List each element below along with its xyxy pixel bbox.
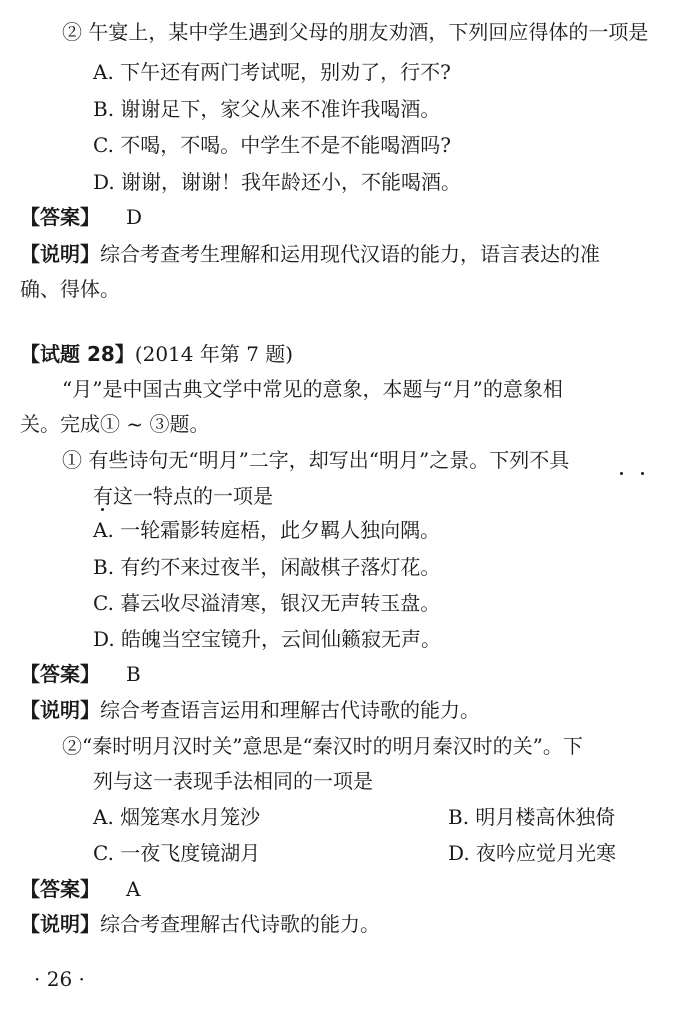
q28-sub2-stem-line2: 列与这一表现手法相同的一项是 <box>93 769 373 793</box>
q28-sub2-option-a: A. 烟笼寒水月笼沙 <box>93 805 261 829</box>
explain-text: 综合考查语言运用和理解古代诗歌的能力。 <box>100 698 480 722</box>
q28-sub2-option-b: B. 明月楼高休独倚 <box>448 805 616 829</box>
q27-explain-line2: 确、得体。 <box>20 277 120 301</box>
q27-option-d: D. 谢谢，谢谢！我年龄还小，不能喝酒。 <box>93 170 462 194</box>
answer-value: A <box>126 877 141 901</box>
q28-sub1-stem-line1: ① 有些诗句无“明月”二字，却写出“明月”之景。下列不具 <box>62 448 570 472</box>
q28-sub1-option-c: C. 暮云收尽溢清寒，银汉无声转玉盘。 <box>93 591 441 615</box>
q27-option-a: A. 下午还有两门考试呢，别劝了，行不? <box>93 60 451 84</box>
q28-sub1-stem-line2: 有这一特点的一项是 <box>93 484 273 508</box>
q28-sub1-answer-row <box>20 660 141 688</box>
q28-sub1-option-d: D. 皓魄当空宝镜升，云间仙籁寂无声。 <box>93 627 442 651</box>
q28-sub2-option-d: D. 夜吟应觉月光寒 <box>448 841 617 865</box>
q28-sub2-stem-line1: ②“秦时明月汉时关”意思是“秦汉时的明月秦汉时的关”。下 <box>62 734 583 758</box>
answer-label: 【答案】 <box>20 877 100 901</box>
emphasis-dot <box>620 472 623 475</box>
q28-sub1-option-a: A. 一轮霜影转庭梧，此夕羁人独向隅。 <box>93 518 441 542</box>
q28-sub1-explain-row <box>20 696 480 724</box>
q28-intro-line1: “月”是中国古典文学中常见的意象，本题与“月”的意象相 <box>62 377 563 401</box>
q27-stem: ② 午宴上，某中学生遇到父母的朋友劝酒，下列回应得体的一项是 <box>62 20 649 44</box>
q28-sub2-explain-row <box>20 910 380 938</box>
q28-sub2-options-row2 <box>93 839 653 867</box>
answer-label: 【答案】 <box>20 662 100 686</box>
answer-label: 【答案】 <box>20 205 100 229</box>
q27-answer-row <box>20 203 142 231</box>
explain-text: 综合考查理解古代诗歌的能力。 <box>100 912 380 936</box>
explain-label: 【说明】 <box>20 242 100 266</box>
explain-text: 综合考查考生理解和运用现代汉语的能力，语言表达的准 <box>100 242 600 266</box>
explain-label: 【说明】 <box>20 912 100 936</box>
q28-title <box>20 340 293 368</box>
q28-sub2-option-c: C. 一夜飞度镜湖月 <box>93 841 261 865</box>
q28-title-label: 【试题 28】 <box>20 342 135 366</box>
q27-option-b: B. 谢谢足下，家父从来不准许我喝酒。 <box>93 97 441 121</box>
q28-sub1-option-b: B. 有约不来过夜半，闲敲棋子落灯花。 <box>93 555 441 579</box>
emphasis-dot <box>641 472 644 475</box>
q27-explain-row <box>20 240 600 268</box>
q28-title-source: (2014 年第 7 题) <box>134 342 294 366</box>
q28-sub2-answer-row <box>20 875 140 903</box>
page-number: · 26 · <box>34 967 85 991</box>
emphasis-dot <box>101 508 104 511</box>
q28-intro-line2: 关。完成① ~ ③题。 <box>20 412 210 436</box>
explain-label: 【说明】 <box>20 698 100 722</box>
q28-sub2-options-row1 <box>93 803 653 831</box>
answer-value: B <box>126 662 141 686</box>
answer-value: D <box>126 205 143 229</box>
q27-option-c: C. 不喝，不喝。中学生不是不能喝酒吗? <box>93 133 452 157</box>
